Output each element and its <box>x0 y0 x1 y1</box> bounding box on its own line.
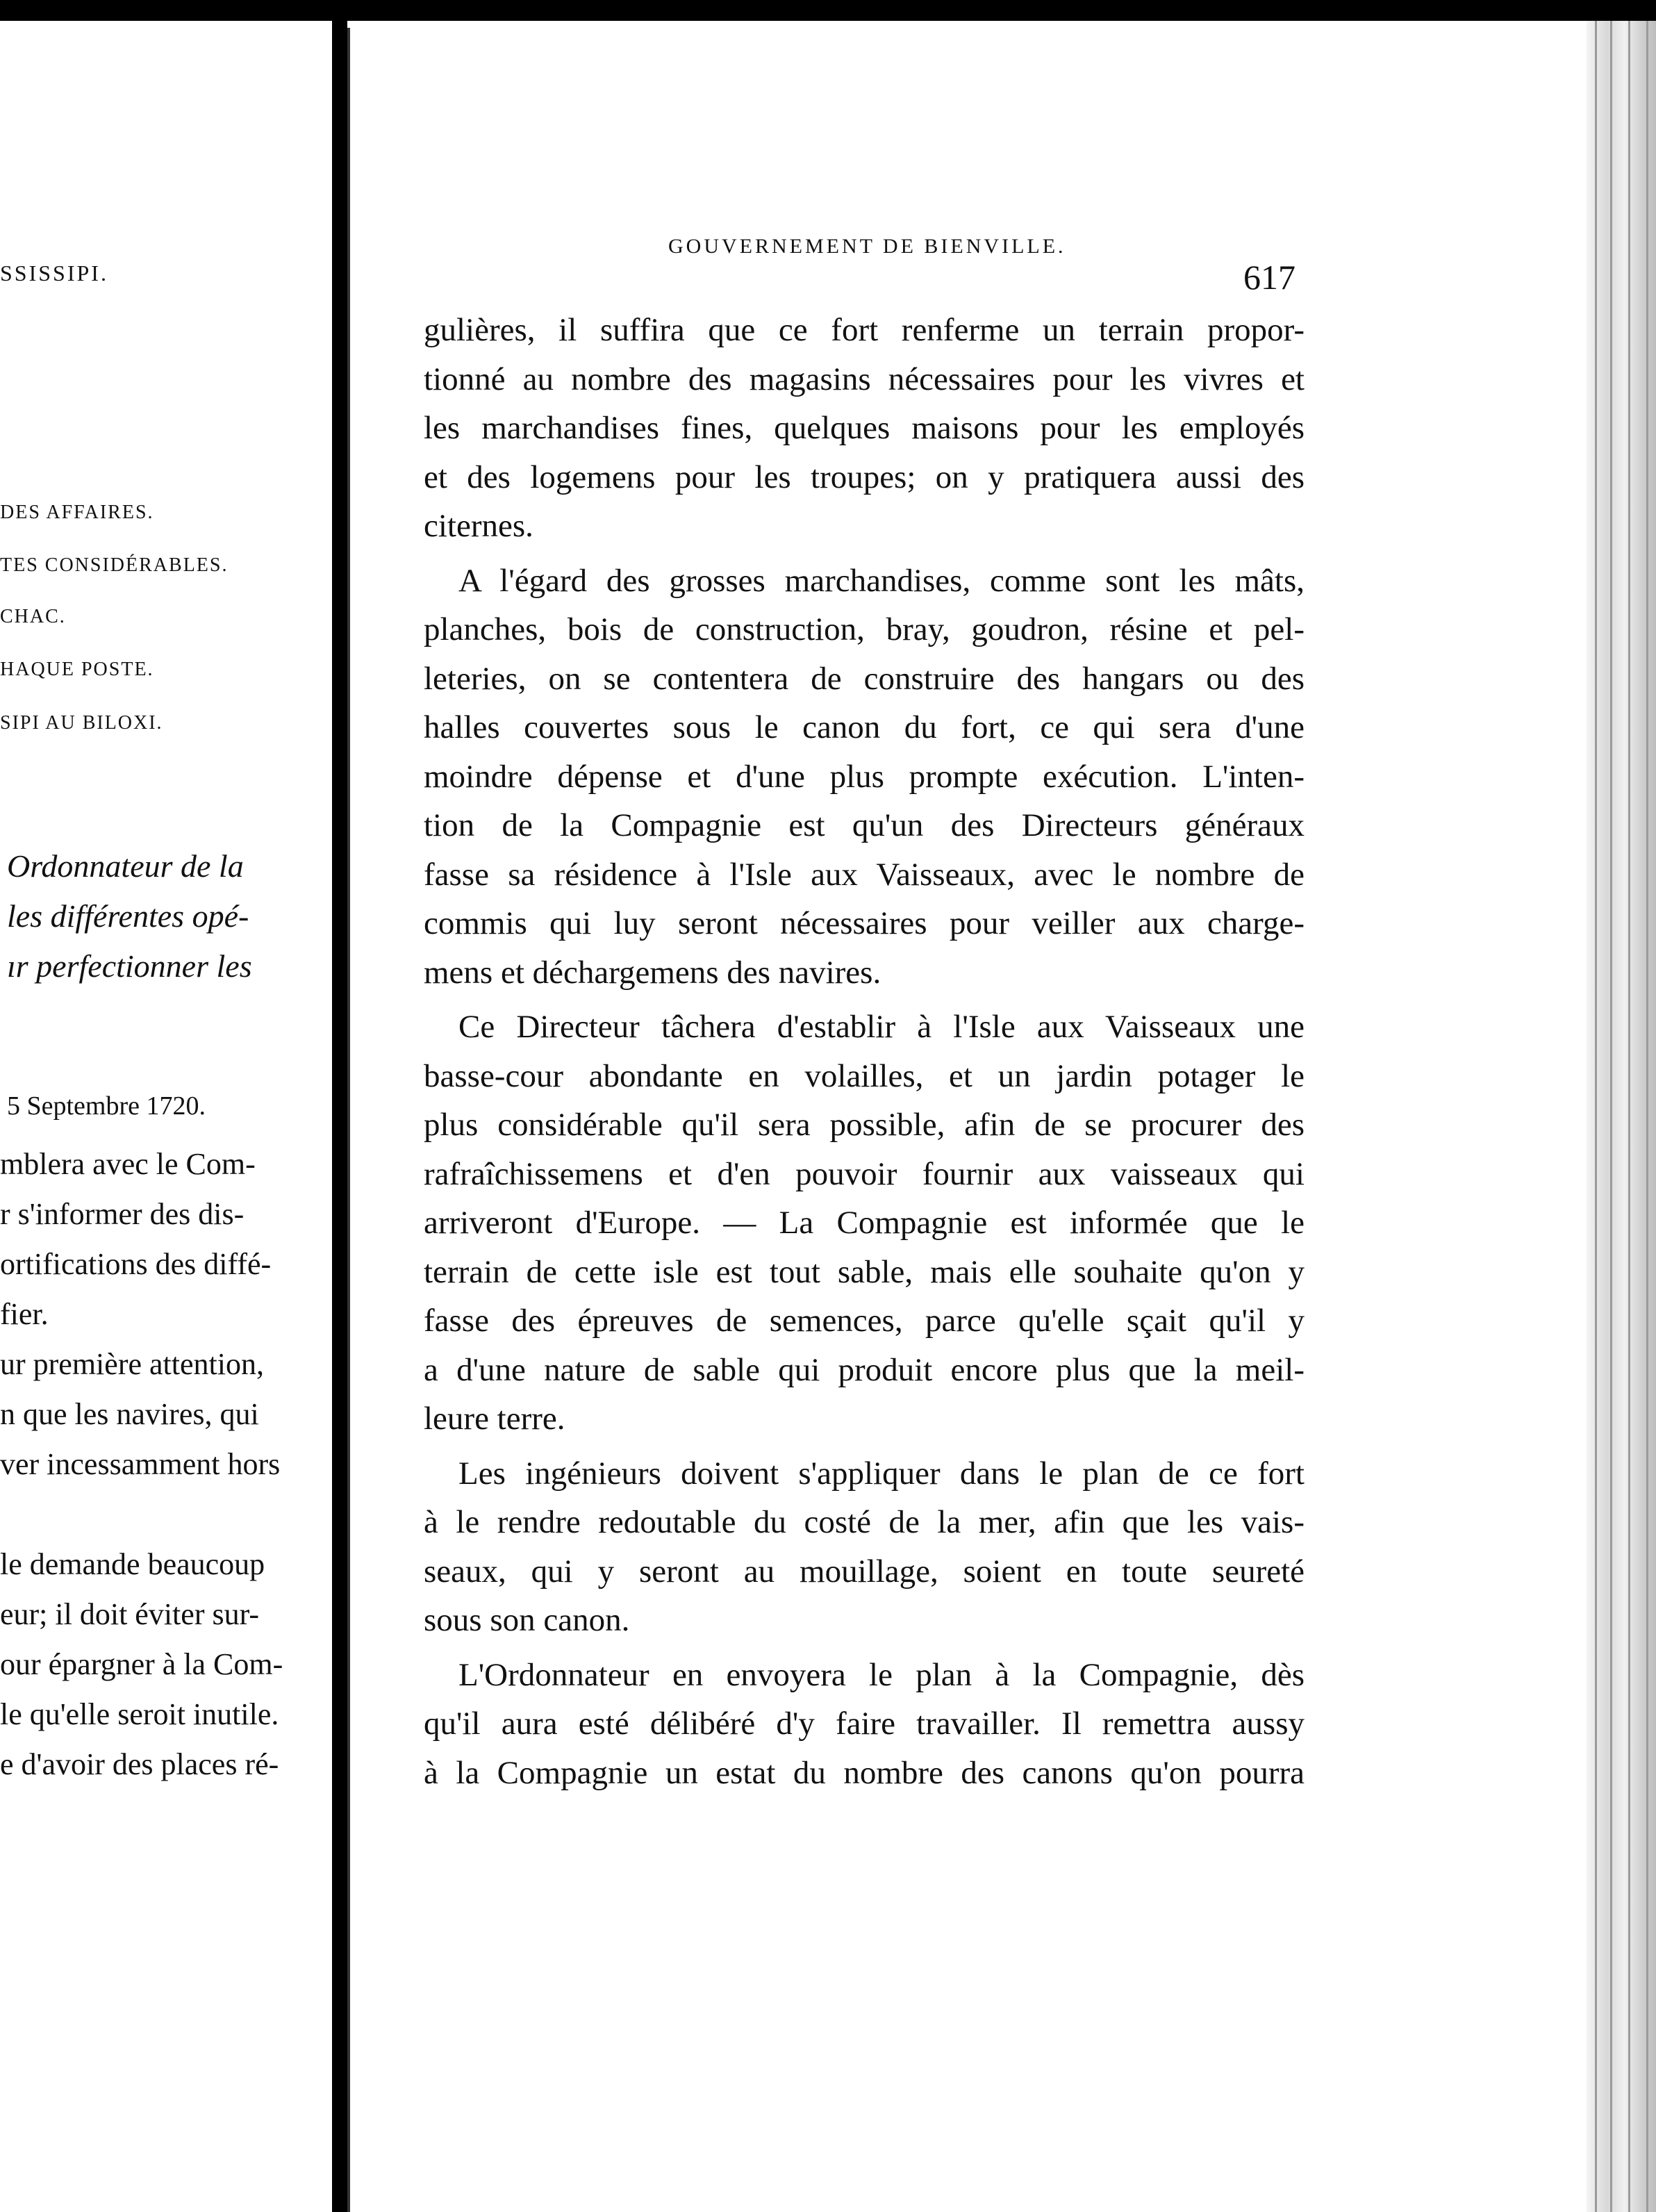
text-line: plus considérable qu'il sera possible, afin de se procurer des <box>424 1107 1305 1143</box>
text-line: moindre dépense et d'une plus prompte exécution. L'inten- <box>424 758 1305 795</box>
left-body-line: fier. <box>0 1297 49 1331</box>
text-line: L'Ordonnateur en envoyera le plan à la Compagnie, dès <box>458 1656 1305 1693</box>
text-line: Ce Directeur tâchera d'establir à l'Isle aux Vaisseaux une <box>458 1009 1305 1045</box>
text-line: fasse des épreuves de semences, parce qu'elle sçait qu'il y <box>424 1303 1305 1339</box>
left-body-line: mblera avec le Com- <box>0 1147 256 1181</box>
text-line: commis qui luy seront nécessaires pour veiller aux charge- <box>424 905 1305 941</box>
text-line: sous son canon. <box>424 1602 630 1638</box>
scan-top-border <box>0 0 1656 21</box>
left-body-line: le qu'elle seroit inutile. <box>0 1697 279 1731</box>
text-line: rafraîchissemens et d'en pouvoir fournir aux vaisseaux qui <box>424 1155 1305 1192</box>
text-line: A l'égard des grosses marchandises, comme sont les mâts, <box>458 562 1305 599</box>
text-line: a d'une nature de sable qui produit encore plus que la meil- <box>424 1351 1305 1388</box>
left-contents-line: TES CONSIDÉRABLES. <box>0 554 229 576</box>
left-contents-line: CHAC. <box>0 606 66 627</box>
text-line: qu'il aura esté délibéré d'y faire travailler. Il remettra aussy <box>424 1706 1305 1742</box>
left-body-line: ur première attention, <box>0 1347 264 1381</box>
text-line: arriveront d'Europe. — La Compagnie est informée que le <box>424 1205 1305 1241</box>
page-edge-stack <box>1587 21 1656 2212</box>
text-line: basse-cour abondante en volailles, et un jardin potager le <box>424 1057 1305 1094</box>
right-body-text <box>424 306 1305 1803</box>
paragraph <box>424 1002 1305 1444</box>
left-body-line: e d'avoir des places ré- <box>0 1747 279 1781</box>
left-body-line: ortifications des diffé- <box>0 1247 272 1281</box>
text-line: citernes. <box>424 508 533 544</box>
text-line: gulières, il suffira que ce fort renferme un terrain propor- <box>424 312 1305 348</box>
text-line: leure terre. <box>424 1401 565 1437</box>
text-line: mens et déchargemens des navires. <box>424 954 881 991</box>
text-line: et des logemens pour les troupes; on y pratiquera aussi des <box>424 459 1305 495</box>
text-line: fasse sa résidence à l'Isle aux Vaisseaux, avec le nombre de <box>424 856 1305 893</box>
book-gutter <box>332 0 347 2212</box>
text-line: seaux, qui y seront au mouillage, soient en toute seureté <box>424 1553 1305 1590</box>
left-body-line: n que les navires, qui <box>0 1397 259 1431</box>
left-body-line: r s'informer des dis- <box>0 1197 245 1231</box>
left-body-line: le demande beaucoup <box>0 1547 265 1581</box>
paragraph <box>424 556 1305 998</box>
left-page <box>0 21 332 2212</box>
right-running-head: GOUVERNEMENT DE BIENVILLE. <box>668 235 1066 258</box>
page-edge-line <box>1595 21 1597 2212</box>
text-line: à la Compagnie un estat du nombre des canons qu'on pourra <box>424 1754 1305 1791</box>
text-line: tion de la Compagnie est qu'un des Directeurs généraux <box>424 807 1305 843</box>
left-title-line: Ordonnateur de la <box>7 848 244 884</box>
page-edge-line <box>1628 21 1630 2212</box>
text-line: terrain de cette isle est tout sable, mais elle souhaite qu'on y <box>424 1253 1305 1290</box>
left-contents-line: DES AFFAIRES. <box>0 502 154 523</box>
left-contents-line: HAQUE POSTE. <box>0 659 154 680</box>
text-line: à le rendre redoutable du costé de la mer, afin que les vais- <box>424 1504 1305 1540</box>
left-body-line: our épargner à la Com- <box>0 1647 283 1681</box>
left-running-head: SSISSIPI. <box>0 261 108 286</box>
text-line: halles couvertes sous le canon du fort, ce qui sera d'une <box>424 709 1305 745</box>
text-line: planches, bois de construction, bray, goudron, résine et pel- <box>424 611 1305 647</box>
paragraph <box>424 306 1305 551</box>
page-number: 617 <box>1243 258 1295 297</box>
left-body-line: eur; il doit éviter sur- <box>0 1597 260 1631</box>
left-date: 5 Septembre 1720. <box>7 1091 206 1121</box>
paragraph <box>424 1651 1305 1798</box>
left-contents-line: SIPI AU BILOXI. <box>0 712 163 734</box>
paragraph <box>424 1449 1305 1645</box>
text-line: les marchandises fines, quelques maisons pour les employés <box>424 410 1305 446</box>
left-title-line: les différentes opé- <box>7 898 249 934</box>
text-line: tionné au nombre des magasins nécessaires pour les vivres et <box>424 361 1305 397</box>
left-title-line: ır perfectionner les <box>7 948 252 984</box>
left-body-line: ver incessamment hors <box>0 1447 281 1481</box>
page-edge-line <box>1646 21 1648 2212</box>
page-edge-line <box>1610 21 1612 2212</box>
text-line: leteries, on se contentera de construire des hangars ou des <box>424 660 1305 697</box>
text-line: Les ingénieurs doivent s'appliquer dans le plan de ce fort <box>458 1455 1305 1492</box>
